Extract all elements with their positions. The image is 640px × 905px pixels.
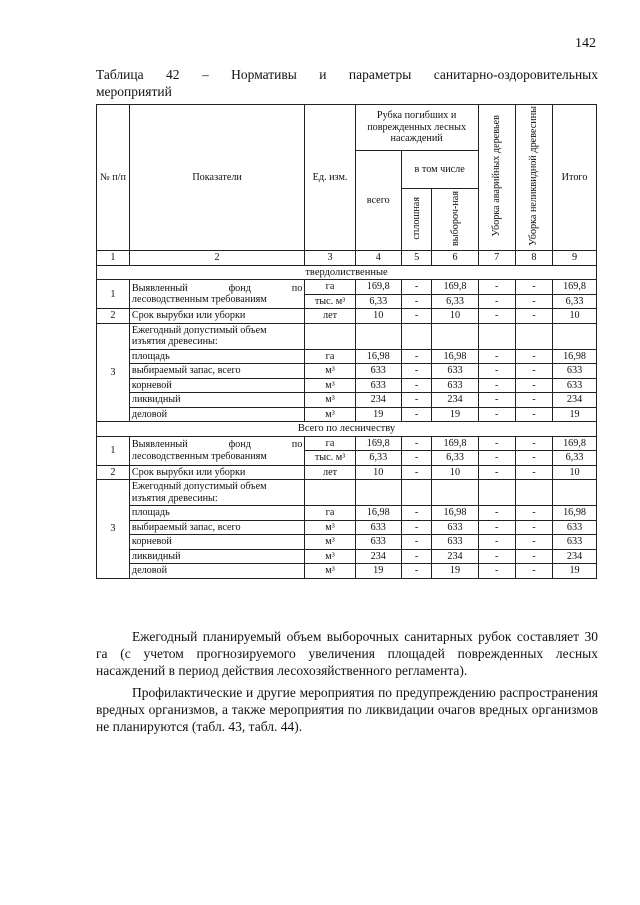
value-cell: 19 <box>355 407 401 422</box>
header-clear: сплошная <box>401 189 432 251</box>
value-cell: 633 <box>432 364 478 379</box>
empty-cell <box>478 323 515 349</box>
empty-cell <box>305 480 355 506</box>
unit-cell: м³ <box>305 520 355 535</box>
row-label: Ежегодный допустимый объем изъятия древесины: <box>129 480 304 506</box>
unit-cell: лет <box>305 309 355 324</box>
value-cell: 633 <box>355 364 401 379</box>
value-cell: 16,98 <box>355 506 401 521</box>
value-cell: - <box>515 294 552 309</box>
value-cell: - <box>478 535 515 550</box>
value-cell: - <box>515 535 552 550</box>
empty-cell <box>355 323 401 349</box>
value-cell: 10 <box>432 465 478 480</box>
value-cell: - <box>515 378 552 393</box>
header-emergency: Уборка аварийных деревьев <box>478 105 515 251</box>
col-number: 6 <box>432 251 478 266</box>
empty-cell <box>401 480 432 506</box>
row-number: 1 <box>97 280 130 309</box>
col-number: 1 <box>97 251 130 266</box>
value-cell: 633 <box>355 378 401 393</box>
value-cell: - <box>401 364 432 379</box>
paragraph-preventive-measures: Профилактические и другие мероприятия по предупреждению распространения вредных организмов, а также мероприятия по ликвидации очагов вредных организмов не планируются (табл. 43, табл. 44). <box>96 685 598 734</box>
value-cell: - <box>515 465 552 480</box>
value-cell: 633 <box>432 535 478 550</box>
table-subrow <box>97 506 597 521</box>
table-subrow <box>97 535 597 550</box>
value-cell: 633 <box>355 535 401 550</box>
value-cell: - <box>401 280 432 295</box>
value-cell: 6,33 <box>432 451 478 466</box>
unit-cell: га <box>305 506 355 521</box>
value-cell: - <box>478 393 515 408</box>
value-cell: 169,8 <box>432 436 478 451</box>
value-cell: - <box>401 564 432 579</box>
row-label: Ежегодный допустимый объем изъятия древесины: <box>129 323 304 349</box>
unit-cell: тыс. м³ <box>305 294 355 309</box>
section-title: твердолиственные <box>97 265 597 280</box>
header-total: всего <box>355 151 401 251</box>
value-cell: - <box>515 520 552 535</box>
value-cell: 234 <box>355 393 401 408</box>
value-cell: 633 <box>553 535 597 550</box>
row-number: 2 <box>97 465 130 480</box>
table-subrow <box>97 407 597 422</box>
value-cell: - <box>478 378 515 393</box>
table-subrow <box>97 564 597 579</box>
value-cell: - <box>478 465 515 480</box>
value-cell: - <box>515 407 552 422</box>
row-number: 3 <box>97 480 130 579</box>
value-cell: - <box>401 378 432 393</box>
value-cell: 6,33 <box>553 451 597 466</box>
value-cell: - <box>515 280 552 295</box>
unit-cell: м³ <box>305 393 355 408</box>
empty-cell <box>355 480 401 506</box>
value-cell: 10 <box>355 309 401 324</box>
value-cell: - <box>401 451 432 466</box>
value-cell: - <box>401 393 432 408</box>
empty-cell <box>515 480 552 506</box>
row-number: 1 <box>97 436 130 465</box>
subrow-label: корневой <box>129 378 304 393</box>
value-cell: - <box>478 364 515 379</box>
value-cell: - <box>478 520 515 535</box>
value-cell: - <box>478 506 515 521</box>
unit-cell: м³ <box>305 407 355 422</box>
value-cell: 169,8 <box>355 280 401 295</box>
value-cell: - <box>401 309 432 324</box>
value-cell: 16,98 <box>553 506 597 521</box>
column-numbers-row <box>97 251 597 266</box>
value-cell: 633 <box>553 520 597 535</box>
unit-cell: га <box>305 349 355 364</box>
value-cell: - <box>515 364 552 379</box>
table-caption: Таблица 42 – Нормативы и параметры санитарно-оздоровительных <box>96 67 598 82</box>
value-cell: - <box>478 407 515 422</box>
subrow-label: выбираемый запас, всего <box>129 364 304 379</box>
value-cell: - <box>515 393 552 408</box>
value-cell: - <box>401 465 432 480</box>
subrow-label: ликвидный <box>129 549 304 564</box>
subrow-label: площадь <box>129 506 304 521</box>
unit-cell: м³ <box>305 378 355 393</box>
value-cell: 234 <box>432 393 478 408</box>
unit-cell: м³ <box>305 564 355 579</box>
table-subrow <box>97 378 597 393</box>
value-cell: 16,98 <box>432 349 478 364</box>
value-cell: 633 <box>553 378 597 393</box>
unit-cell: м³ <box>305 549 355 564</box>
empty-cell <box>553 323 597 349</box>
section-title: Всего по лесничеству <box>97 422 597 437</box>
value-cell: - <box>515 436 552 451</box>
table-subrow <box>97 549 597 564</box>
table-row <box>97 465 597 480</box>
value-cell: - <box>401 520 432 535</box>
value-cell: - <box>401 349 432 364</box>
col-number: 8 <box>515 251 552 266</box>
value-cell: - <box>401 535 432 550</box>
empty-cell <box>305 323 355 349</box>
value-cell: - <box>515 564 552 579</box>
value-cell: 633 <box>553 364 597 379</box>
value-cell: - <box>401 407 432 422</box>
value-cell: 10 <box>553 309 597 324</box>
value-cell: - <box>478 549 515 564</box>
value-cell: 16,98 <box>432 506 478 521</box>
value-cell: - <box>478 349 515 364</box>
row-number: 3 <box>97 323 130 422</box>
value-cell: 234 <box>355 549 401 564</box>
value-cell: - <box>478 294 515 309</box>
value-cell: - <box>401 549 432 564</box>
unit-cell: га <box>305 436 355 451</box>
value-cell: 169,8 <box>553 436 597 451</box>
header-unit: Ед. изм. <box>305 105 355 251</box>
empty-cell <box>553 480 597 506</box>
value-cell: 234 <box>553 393 597 408</box>
header-num: № п/п <box>97 105 130 251</box>
row-label: Срок вырубки или уборки <box>129 309 304 324</box>
table-row <box>97 309 597 324</box>
value-cell: 19 <box>432 564 478 579</box>
value-cell: 16,98 <box>355 349 401 364</box>
value-cell: - <box>478 280 515 295</box>
value-cell: - <box>401 436 432 451</box>
table-row <box>97 480 597 506</box>
paragraph-sanitary-felling: Ежегодный планируемый объем выборочных санитарных рубок составляет 30 га (с учетом прогнозируемого увеличения площадей поврежденных лесных насаждений в период действия лесохозяйственного регламента). <box>96 629 598 678</box>
value-cell: 169,8 <box>553 280 597 295</box>
value-cell: 10 <box>355 465 401 480</box>
value-cell: - <box>515 309 552 324</box>
empty-cell <box>478 480 515 506</box>
header-row-1 <box>97 105 597 151</box>
table-caption-continuation: мероприятий <box>96 84 172 99</box>
value-cell: - <box>478 309 515 324</box>
subrow-label: ликвидный <box>129 393 304 408</box>
value-cell: - <box>401 294 432 309</box>
value-cell: - <box>478 436 515 451</box>
header-felling: Рубка погибших и поврежденных лесных насаждений <box>355 105 478 151</box>
value-cell: 19 <box>355 564 401 579</box>
value-cell: 169,8 <box>355 436 401 451</box>
table-subrow <box>97 393 597 408</box>
value-cell: 633 <box>355 520 401 535</box>
unit-cell: тыс. м³ <box>305 451 355 466</box>
value-cell: 234 <box>553 549 597 564</box>
value-cell: - <box>478 564 515 579</box>
value-cell: 6,33 <box>355 451 401 466</box>
section-title-row <box>97 265 597 280</box>
value-cell: 6,33 <box>355 294 401 309</box>
value-cell: 234 <box>432 549 478 564</box>
value-cell: 6,33 <box>432 294 478 309</box>
subrow-label: деловой <box>129 564 304 579</box>
value-cell: 19 <box>553 407 597 422</box>
empty-cell <box>432 480 478 506</box>
header-illiquid: Уборка неликвидной древесины <box>515 105 552 251</box>
value-cell: - <box>515 506 552 521</box>
unit-cell: лет <box>305 465 355 480</box>
col-number: 5 <box>401 251 432 266</box>
value-cell: 169,8 <box>432 280 478 295</box>
norms-table <box>96 104 597 579</box>
table-row <box>97 436 597 451</box>
table-subrow <box>97 364 597 379</box>
value-cell: 633 <box>432 520 478 535</box>
value-cell: 6,33 <box>553 294 597 309</box>
subrow-label: деловой <box>129 407 304 422</box>
col-number: 3 <box>305 251 355 266</box>
row-number: 2 <box>97 309 130 324</box>
unit-cell: га <box>305 280 355 295</box>
empty-cell <box>515 323 552 349</box>
value-cell: 19 <box>553 564 597 579</box>
section-title-row <box>97 422 597 437</box>
subrow-label: площадь <box>129 349 304 364</box>
value-cell: - <box>515 451 552 466</box>
header-itogo: Итого <box>553 105 597 251</box>
value-cell: - <box>401 506 432 521</box>
value-cell: - <box>478 451 515 466</box>
subrow-label: корневой <box>129 535 304 550</box>
header-including: в том числе <box>401 151 478 189</box>
table-row <box>97 280 597 295</box>
col-number: 9 <box>553 251 597 266</box>
value-cell: - <box>515 549 552 564</box>
empty-cell <box>401 323 432 349</box>
value-cell: 16,98 <box>553 349 597 364</box>
value-cell: 633 <box>432 378 478 393</box>
header-selective: выбороч-ная <box>432 189 478 251</box>
row-label: Выявленный фонд по лесоводственным требованиям <box>129 436 304 465</box>
row-label: Выявленный фонд по лесоводственным требованиям <box>129 280 304 309</box>
header-indicator: Показатели <box>129 105 304 251</box>
col-number: 7 <box>478 251 515 266</box>
value-cell: 10 <box>432 309 478 324</box>
subrow-label: выбираемый запас, всего <box>129 520 304 535</box>
unit-cell: м³ <box>305 535 355 550</box>
table-row <box>97 323 597 349</box>
table-subrow <box>97 349 597 364</box>
page-number: 142 <box>575 36 596 51</box>
col-number: 2 <box>129 251 304 266</box>
value-cell: - <box>515 349 552 364</box>
unit-cell: м³ <box>305 364 355 379</box>
empty-cell <box>432 323 478 349</box>
col-number: 4 <box>355 251 401 266</box>
value-cell: 10 <box>553 465 597 480</box>
table-subrow <box>97 520 597 535</box>
value-cell: 19 <box>432 407 478 422</box>
row-label: Срок вырубки или уборки <box>129 465 304 480</box>
